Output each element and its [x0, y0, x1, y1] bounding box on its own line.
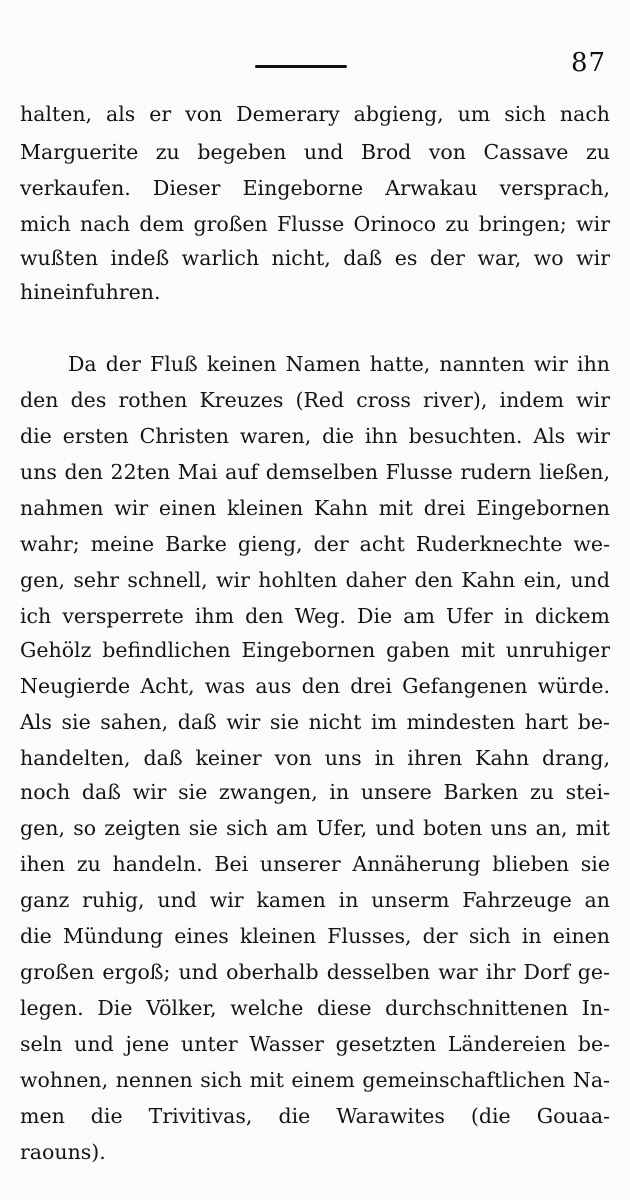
- text-line: wahr; meine Barke gieng, der acht Ruderknechte we-: [20, 532, 610, 556]
- text-line: hineinfuhren.: [20, 280, 161, 304]
- text-line: die Mündung eines kleinen Flusses, der sich in einen: [20, 924, 610, 948]
- text-line: ihen zu handeln. Bei unserer Annäherung blieben sie: [20, 852, 610, 876]
- text-line: uns den 22ten Mai auf demselben Flusse rudern ließen,: [20, 460, 610, 484]
- text-line: Marguerite zu begeben und Brod von Cassave zu: [20, 140, 610, 164]
- text-line: legen. Die Völker, welche diese durchschnittenen In-: [20, 996, 610, 1020]
- text-line: Als sie sahen, daß wir sie nicht im mindesten hart be-: [20, 710, 610, 734]
- text-line: handelten, daß keiner von uns in ihren Kahn drang,: [20, 746, 610, 770]
- header-rule: [255, 65, 347, 68]
- text-line: seln und jene unter Wasser gesetzten Ländereien be-: [20, 1032, 610, 1056]
- text-line: Da der Fluß keinen Namen hatte, nannten wir ihn: [68, 352, 610, 376]
- text-line: den des rothen Kreuzes (Red cross river), indem wir: [20, 388, 610, 412]
- text-line: nahmen wir einen kleinen Kahn mit drei Eingebornen: [20, 496, 610, 520]
- text-line: verkaufen. Dieser Eingeborne Arwakau versprach,: [20, 176, 610, 200]
- text-line: gen, so zeigten sie sich am Ufer, und boten uns an, mit: [20, 816, 610, 840]
- text-line: raouns).: [20, 1140, 106, 1164]
- text-line: Neugierde Acht, was aus den drei Gefangenen würde.: [20, 674, 610, 698]
- text-line: wußten indeß warlich nicht, daß es der war, wo wir: [20, 246, 610, 270]
- text-line: ganz ruhig, und wir kamen in unserm Fahrzeuge an: [20, 888, 610, 912]
- text-line: men die Trivitivas, die Warawites (die Gouaa-: [20, 1104, 610, 1128]
- text-line: noch daß wir sie zwangen, in unsere Barken zu stei-: [20, 780, 610, 804]
- text-line: großen ergoß; und oberhalb desselben war ihr Dorf ge-: [20, 960, 610, 984]
- text-line: wohnen, nennen sich mit einem gemeinschaftlichen Na-: [20, 1068, 610, 1092]
- text-line: Gehölz befindlichen Eingebornen gaben mit unruhiger: [20, 638, 610, 662]
- text-line: ich versperrete ihm den Weg. Die am Ufer in dickem: [20, 604, 610, 628]
- text-line: gen, sehr schnell, wir hohlten daher den Kahn ein, und: [20, 568, 610, 592]
- text-line: halten, als er von Demerary abgieng, um sich nach: [20, 102, 610, 126]
- text-line: mich nach dem großen Flusse Orinoco zu bringen; wir: [20, 212, 610, 236]
- page-number: 87: [571, 48, 607, 78]
- text-line: die ersten Christen waren, die ihn besuchten. Als wir: [20, 424, 610, 448]
